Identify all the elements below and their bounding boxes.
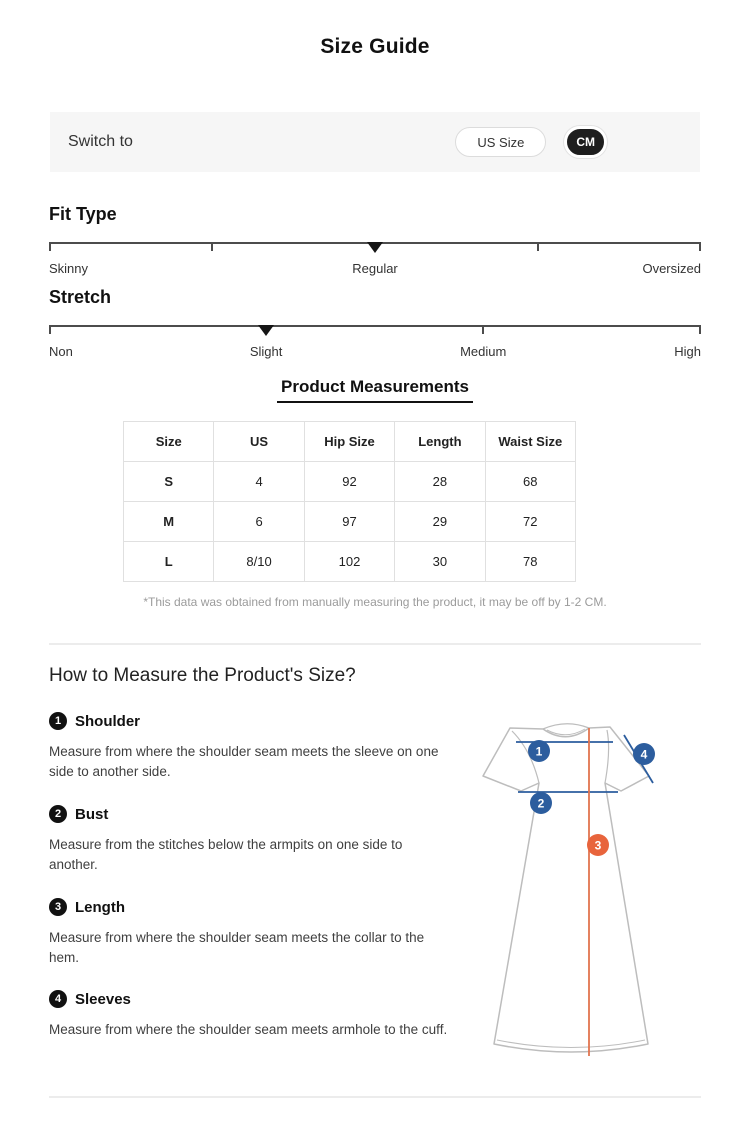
tick [699,327,701,334]
measure-item-head [49,712,449,730]
measure-item-label: Bust [75,805,109,823]
table-header-row [124,422,576,462]
stretch-label-medium: Medium [460,344,507,359]
stretch-labels [49,344,701,360]
cell: 29 [395,502,485,542]
fit-type-track [49,242,701,244]
dress-measure-diagram [452,688,712,1068]
diagram-badge-2-num: 2 [537,796,545,811]
stretch-heading: Stretch [49,287,112,307]
fit-label-regular: Regular [352,261,398,276]
tick [482,327,484,334]
tick [211,244,213,251]
collar-back-line [543,724,589,729]
col-hip-size: Hip Size [304,422,394,462]
stretch-label-non: Non [49,344,73,359]
fit-label-oversized: Oversized [642,261,701,276]
number-badge-2: 2 [49,805,67,823]
switch-to-bar [50,112,700,172]
measure-item-bust [49,805,449,874]
stretch-label-slight: Slight [249,344,283,359]
cell: L [124,542,214,582]
switch-to-label: Switch to [68,133,133,150]
cell: 28 [395,462,485,502]
measure-item-desc: Measure from where the shoulder seam meets the sleeve on one side to another side. [49,744,439,779]
number-badge-3: 3 [49,898,67,916]
number-badge-1: 1 [49,712,67,730]
fit-type-marker-icon [367,242,383,253]
measure-item-shoulder [49,712,449,781]
measure-item-label: Sleeves [75,990,131,1008]
tick [537,244,539,251]
measure-item-sleeves [49,990,449,1040]
stretch-track [49,325,701,327]
cell: 8/10 [214,542,304,582]
measure-item-label: Shoulder [75,712,141,730]
fit-type-slider [49,242,701,254]
measure-item-desc: Measure from where the shoulder seam meets armhole to the cuff. [49,1022,448,1037]
cell: 97 [304,502,394,542]
tick [699,244,701,251]
how-to-measure-heading: How to Measure the Product's Size? [49,665,356,686]
stretch-marker-icon [258,325,274,336]
table-row [124,542,576,582]
cell: 92 [304,462,394,502]
col-length: Length [395,422,485,462]
cell: 102 [304,542,394,582]
cell: S [124,462,214,502]
measure-item-desc: Measure from the stitches below the armpits on one side to another. [49,837,403,872]
cell: 6 [214,502,304,542]
cell: 72 [485,502,575,542]
number-badge-4: 4 [49,990,67,1008]
measure-item-desc: Measure from where the shoulder seam meets the collar to the hem. [49,930,425,965]
measurements-table [123,421,576,582]
dress-outline [483,727,649,1052]
measure-item-head [49,805,449,823]
cell: M [124,502,214,542]
cell: 68 [485,462,575,502]
col-us: US [214,422,304,462]
bottom-divider [49,1096,701,1098]
table-row [124,502,576,542]
table-row [124,462,576,502]
cell: 78 [485,542,575,582]
us-size-button[interactable]: US Size [455,127,546,157]
cell: 30 [395,542,485,582]
fit-type-heading: Fit Type [49,204,117,224]
cm-unit-toggle[interactable]: CM [564,126,607,158]
fit-type-labels [49,261,701,277]
tick [49,244,51,251]
col-size: Size [124,422,214,462]
tick [49,327,51,334]
diagram-badge-4-num: 4 [640,747,648,762]
stretch-label-high: High [674,344,701,359]
product-measurements-heading: Product Measurements [277,377,473,403]
measure-item-head [49,990,449,1008]
measurement-note: *This data was obtained from manually measuring the product, it may be off by 1-2 CM. [143,595,607,609]
measure-item-head [49,898,449,916]
measure-item-length [49,898,449,967]
diagram-badge-3-num: 3 [594,838,602,853]
product-measurements-heading-wrap [0,377,750,403]
section-divider [49,643,701,645]
diagram-badge-1-num: 1 [535,744,543,759]
stretch-slider [49,325,701,337]
col-waist-size: Waist Size [485,422,575,462]
cell: 4 [214,462,304,502]
measure-item-label: Length [75,898,125,916]
page-title: Size Guide [320,35,430,58]
fit-label-skinny: Skinny [49,261,89,276]
